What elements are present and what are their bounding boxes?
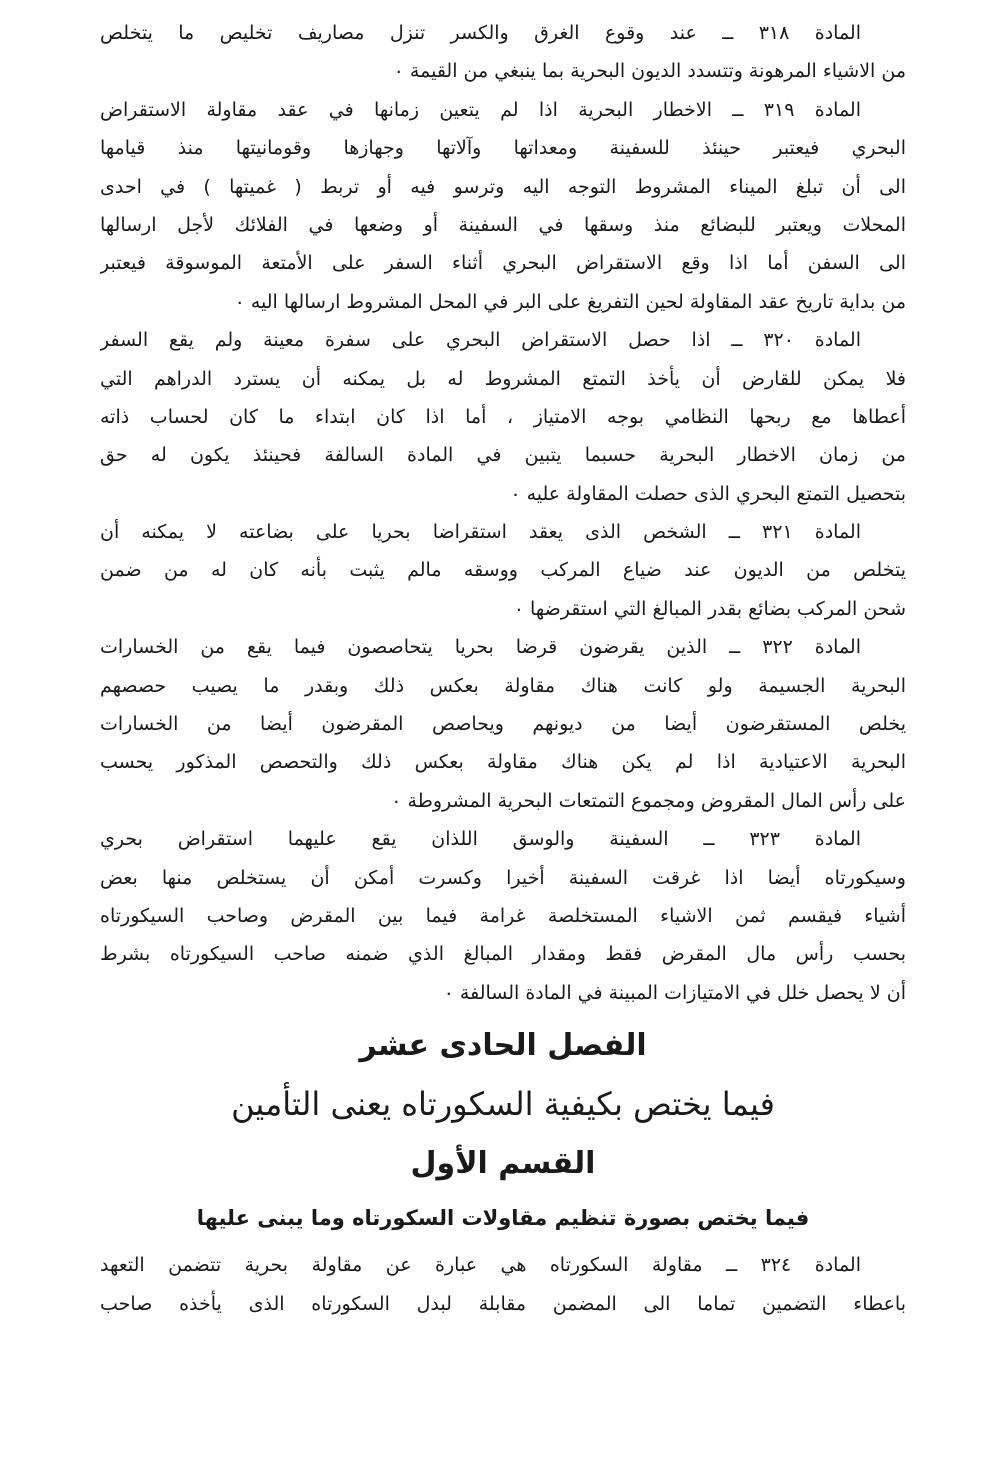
text-line: المادة ٣١٨ ــ عند وقوع الغرق والكسر تنزل مصاريف تخليص ما يتخلص: [100, 22, 861, 44]
text-line: المادة ٣٢٠ ــ اذا حصل الاستقراض البحري على سفرة معينة ولم يقع السفر: [100, 329, 861, 352]
text-line: المحلات ويعتبر للبضائع منذ وسقها في السفينة أو وضعها في الفلائك لأجل ارسالها: [100, 213, 906, 236]
text-line: المادة ٣٢٣ ــ السفينة والوسق اللذان يقع عليهما استقراض بحري: [100, 828, 861, 851]
article-322: [100, 628, 906, 820]
article-323: [100, 820, 906, 1012]
text-line: يتخلص من الديون عند ضياع المركب ووسقه مالم يثبت بأنه كان له من ضمن: [100, 559, 906, 582]
article-324: [100, 1246, 906, 1323]
text-line: أن لا يحصل خلل في الامتيازات المبينة في المادة السالفة ٠: [443, 981, 906, 1004]
section-title: القسم الأول: [410, 1146, 596, 1182]
text-line: بحسب رأس مال المقرض فقط ومقدار المبالغ الذي ضمنه صاحب السيكورتاه بشرط: [100, 943, 906, 966]
text-line: على رأس المال المقروض ومجموع التمتعات البحرية المشروطة ٠: [391, 789, 906, 812]
text-line: بتحصيل التمتع البحري الذى حصلت المقاولة عليه ٠: [510, 482, 906, 505]
text-line: من بداية تاريخ عقد المقاولة لحين التفريغ على البر في المحل المشروط ارسالها اليه ٠: [234, 290, 906, 313]
text-line: شحن المركب بضائع بقدر المبالغ التي استقرضها ٠: [513, 597, 906, 620]
text-line: المادة ٣٢٢ ــ الذين يقرضون قرضا بحريا يتحاصصون فيما يقع من الخسارات: [100, 636, 861, 659]
text-line: المادة ٣١٩ ــ الاخطار البحرية اذا لم يتعين زمانها في عقد مقاولة الاستقراض: [100, 98, 862, 121]
text-line: البحرية الاعتيادية اذا لم يكن هناك مقاولة بعكس ذلك والتحصص المذكور يحسب: [100, 751, 906, 774]
text-line: يخلص المستقرضون أيضا من ديونهم ويحاصص المقرضون أيضا من الخسارات: [100, 713, 906, 736]
text-line: المادة ٣٢٤ ــ مقاولة السكورتاه هي عبارة عن مقاولة بحرية تتضمن التعهد: [100, 1254, 861, 1277]
text-line: أشياء فيقسم ثمن الاشياء المستخلصة غرامة فيما بين المقرض وصاحب السيكورتاه: [100, 904, 906, 927]
article-318: [100, 14, 906, 91]
text-line: فلا يمكن للقارض أن يأخذ التمتع المشروط له بل يمكنه أن يسترد الدراهم التي: [100, 367, 906, 390]
text-line: أعطاها مع ربحها النظامي بوجه الامتياز ، أما اذا كان ابتداء ما كان لحساب ذاته: [100, 405, 906, 428]
text-line: المادة ٣٢١ ــ الشخص الذى يعقد استقراضا بحريا على بضاعته لا يمكنه أن: [100, 521, 862, 544]
text-line: من زمان الاخطار البحرية حسبما يتبين في المادة السالفة فحينئذ يكون له حق: [100, 444, 906, 467]
article-319: [100, 91, 906, 321]
section-subtitle: فيما يختص بصورة تنظيم مقاولات السكورتاه وما يبنى عليها: [196, 1206, 810, 1231]
text-line: الى السفن أما اذا وقع الاستقراض البحري أثناء السفر على الأمتعة الموسوقة فيعتبر: [100, 252, 906, 275]
text-line: البحرية الجسيمة ولو كانت هناك مقاولة بعكس ذلك وبقدر ما يصيب حصصهم: [100, 674, 906, 697]
document-page: [100, 14, 906, 1323]
chapter-subtitle: فيما يختص بكيفية السكورتاه يعنى التأمين: [231, 1085, 775, 1124]
text-line: وسيكورتاه أيضا اذا غرقت السفينة أخيرا وكسرت أمكن أن يستخلص منها بعض: [100, 866, 906, 889]
text-line: الى أن تبلغ الميناء المشروط التوجه اليه وترسو فيه أو تربط ( غميتها ) في احدى: [100, 175, 906, 198]
article-321: [100, 513, 906, 628]
chapter-title: الفصل الحادى عشر: [359, 1028, 647, 1064]
text-line: من الاشياء المرهونة وتتسدد الديون البحرية بما ينبغي من القيمة ٠: [393, 60, 906, 83]
text-line: البحري فيعتبر حينئذ للسفينة ومعداتها وآلاتها وجهازها وقومانيتها منذ قيامها: [100, 137, 906, 160]
article-320: [100, 321, 906, 513]
text-line: باعطاء التضمين تماما الى المضمن مقابلة لبدل السكورتاه الذى يأخذه صاحب: [100, 1292, 906, 1315]
